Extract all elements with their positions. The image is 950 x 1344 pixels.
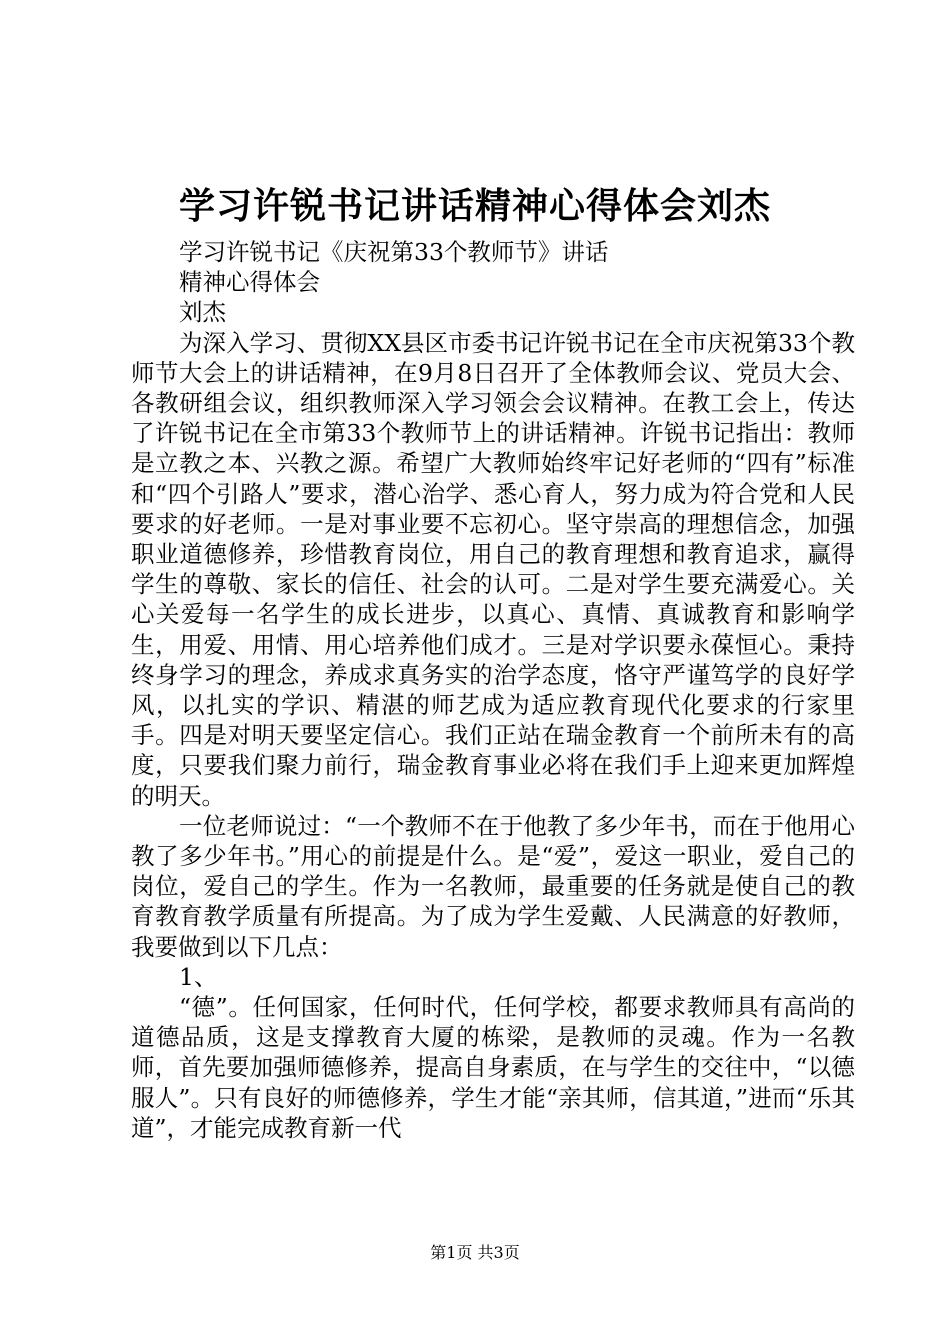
paragraph-author: 刘杰 [179,298,226,327]
paragraph-subtitle-line-1: 学习许锐书记《庆祝第33个教师节》讲话 [179,238,609,266]
paragraph-body-1: 为深入学习、贯彻XX县区市委书记许锐书记在全市庆祝第33个教师节大会上的讲话精神，在9月8日召开了全体教师会议、党员大会、各教研组会议，组织教师深入学习领会会议精神。在教工会上，传达了许锐书记在全市第33个教师节上的讲话精神。许锐书记指出：教师是立教之本、兴教之源。希望广大教师始终牢记好老师的“四有”标准和“四个引路人”要求，潜心治学、悉心育人，努力成为符合党和人民要求的好老师。一是对事业要不忘初心。坚守崇高的理想信念，加强职业道德修养，珍惜教育岗位，用自己的教育理想和教育追求，赢得学生的尊敬、家长的信任、社会的认可。二是对学生要充满爱心。关心关爱每一名学生的成长进步，以真心、真情、真诚教育和影响学生，用爱、用情、用心培养他们成才。三是对学识要永葆恒心。秉持终身学习的理念，养成求真务实的治学态度，恪守严谨笃学的良好学风，以扎实的学识、精湛的师艺成为适应教育现代化要求的行家里手。四是对明天要坚定信心。我们正站在瑞金教育一个前所未有的高度，只要我们聚力前行，瑞金教育事业必将在我们手上迎来更加辉煌的明天。 [131,328,855,810]
paragraph-list-marker: 1、 [179,962,218,991]
paragraph-subtitle-line-2: 精神心得体会 [179,268,320,297]
document-title: 学习许锐书记讲话精神心得体会刘杰 [178,185,771,227]
page-footer: 第1页 共3页 [430,1243,520,1262]
paragraph-body-3: “德”。任何国家，任何时代，任何学校，都要求教师具有高尚的道德品质，这是支撑教育大厦的栋梁，是教师的灵魂。作为一名教师，首先要加强师德修养，提高自身素质，在与学生的交往中，“以德服人”。只有良好的师德修养，学生才能“亲其师，信其道，”进而“乐其道”，才能完成教育新一代 [131,993,855,1142]
paragraph-body-2: 一位老师说过：“一个教师不在于他教了多少年书，而在于他用心教了多少年书。”用心的前提是什么。是“爱”，爱这一职业，爱自己的岗位，爱自己的学生。作为一名教师，最重要的任务就是使自己的教育教育教学质量有所提高。为了成为学生爱戴、人民满意的好教师，我要做到以下几点： [131,811,855,961]
document-body [131,237,855,1143]
